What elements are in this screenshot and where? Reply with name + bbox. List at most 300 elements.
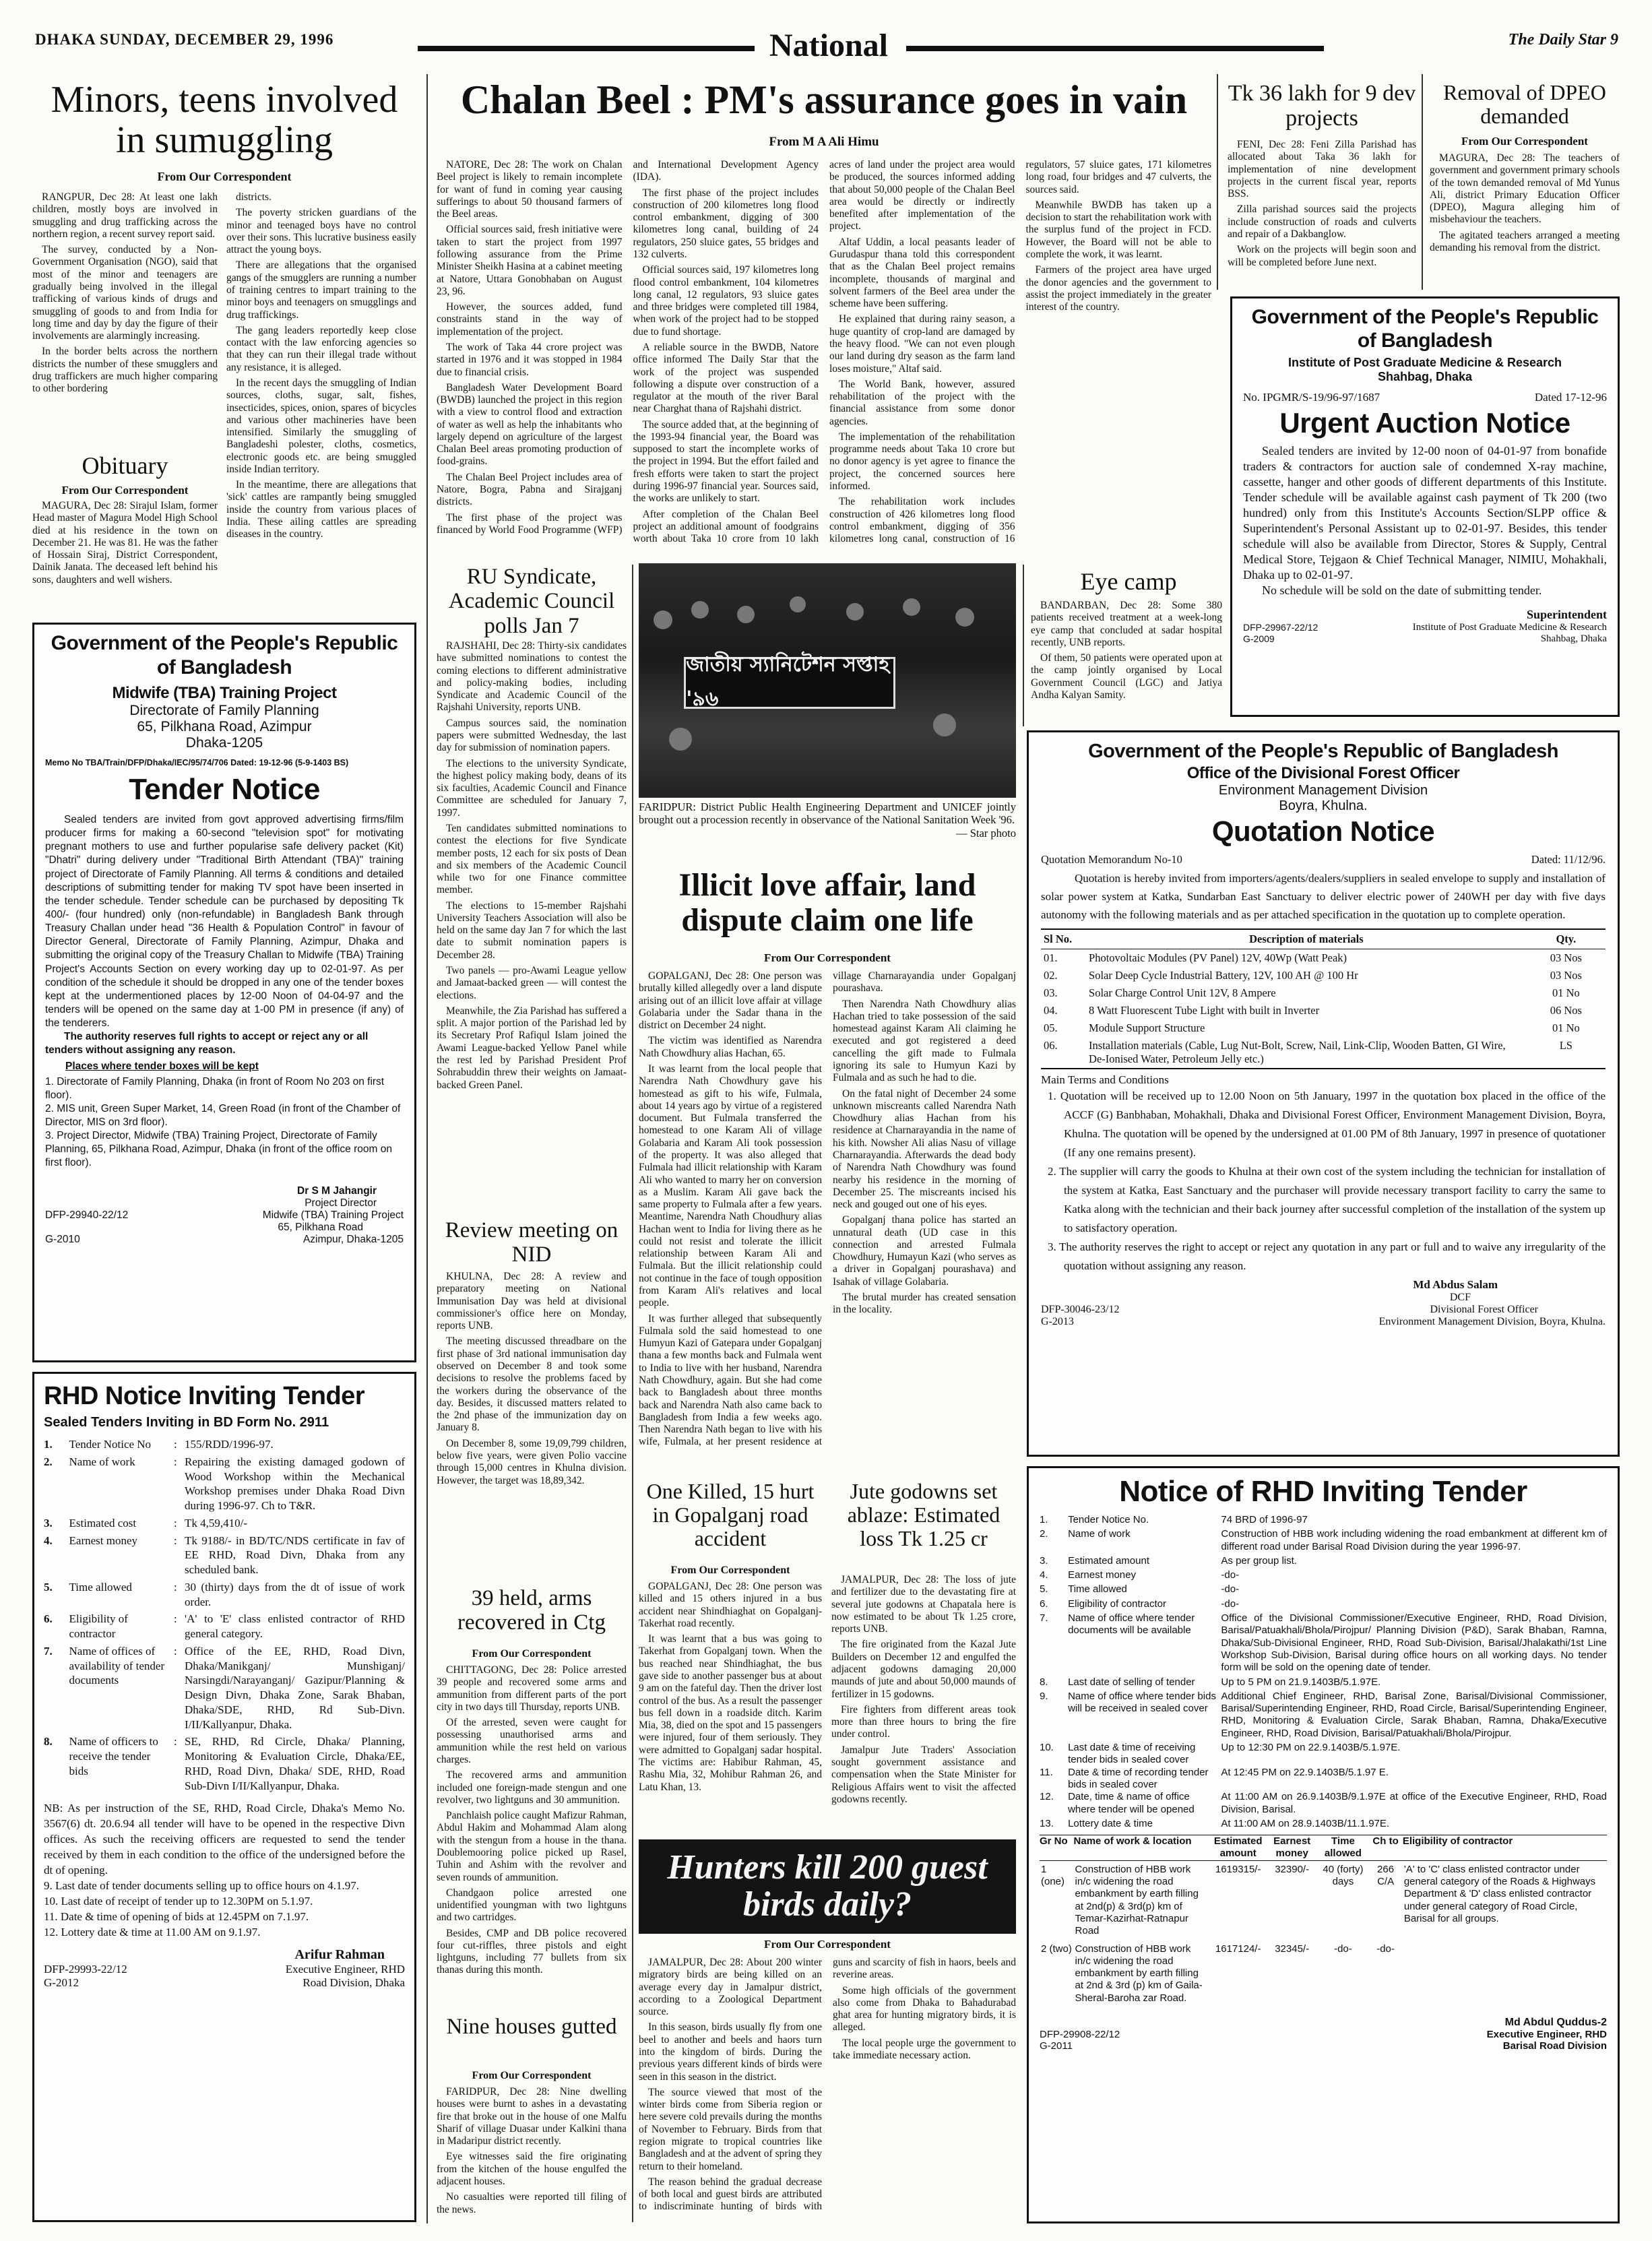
row-key: Tender Notice No.: [1068, 1514, 1149, 1525]
paragraph: The gang leaders reportedly keep close contact with the law enforcing agencies so that they can run their illegal trade without any resistance, it is alleged.: [226, 324, 416, 373]
row-value: At 11:00 AM on 28.9.1403B/11.1.97E.: [1221, 1817, 1390, 1829]
nine-houses-body: [437, 2086, 627, 2224]
table-row: [1040, 1555, 1607, 1569]
auction-dated: Dated 17-12-96: [1534, 390, 1607, 404]
procession-banner: জাতীয় স্যানিটেশন সপ্তাহ '৯৬: [684, 657, 895, 709]
table-row: [1040, 1583, 1607, 1598]
section-title: National: [769, 28, 888, 63]
row-number: 6.: [1040, 1598, 1048, 1610]
auction-inst: Institute of Post Graduate Medicine & Research: [1288, 355, 1562, 369]
notice-gov: Government of the People's Republic of Bangladesh: [51, 632, 398, 678]
row-value: 30 (thirty) days from the dt of issue of work order.: [185, 1580, 405, 1608]
item-sl: 02.: [1044, 968, 1058, 982]
paragraph: The survey, conducted by a Non-Government Organisation (NGO), said that most of the minor and teenagers are gradually being involved in the illegal trafficking of various kinds of drugs and smuggling of goods to and from India for long time and day by day the figure of their involvements are alarmingly increasing.: [32, 244, 218, 342]
jute-body: [831, 1574, 1016, 1834]
row-key: Eligibility of contractor: [69, 1612, 128, 1640]
rhd2-signer-role: Executive Engineer, RHD: [1486, 2028, 1607, 2040]
quotation-terms-title: Main Terms and Conditions: [1041, 1073, 1169, 1086]
paragraph: CHITTAGONG, Dec 28: Police arrested 39 people and recovered some arms and ammunition from different parts of the port city in two days till Thursday, reports UNB.: [437, 1664, 627, 1713]
paragraph: Eye witnesses said the fire originating from the kitchen of the house engulfed the adjacent houses.: [437, 2151, 627, 2187]
table-row: [1041, 967, 1606, 984]
row-value: 'A' to 'E' class enlisted contractor of RHD general category.: [185, 1612, 405, 1640]
notice-places-title: Places where tender boxes will be kept: [65, 1060, 259, 1072]
notice-directorate: Directorate of Family Planning: [129, 703, 319, 718]
minors-col2: [226, 191, 416, 620]
row-value: Up to 12:30 PM on 22.9.1403B/5.1.97E.: [1221, 1742, 1401, 1754]
illicit-headline: Illicit love affair, land dispute claim one life: [678, 868, 976, 938]
photo-caption: [639, 800, 1016, 865]
eye-camp-body: [1031, 600, 1222, 726]
notice-rights: The authority reserves full rights to accept or reject any or all tenders without assigning any reason.: [45, 1031, 369, 1056]
dpeo-body: [1430, 152, 1620, 290]
rhd-date-10: 10. Last date of receipt of tender up to 12.30PM on 5.1.97.: [44, 1894, 313, 1907]
arms-byline: From Our Correspondent: [472, 1648, 592, 1660]
group-earnest: 32345/-: [1275, 1943, 1310, 1955]
paragraph: Work on the projects will begin soon and will be completed before June next.: [1228, 244, 1416, 268]
paragraph: Two panels — pro-Awami League yellow and Jamaat-backed green — will contest the elections.: [437, 965, 627, 1001]
paragraph: The Chalan Beel Project includes area of Natore, Bogra, Pabna and Sirajganj districts.: [437, 471, 623, 508]
notice-place-2: 2. MIS unit, Green Super Market, 14, Green Road (in front of the Chamber of Director, MIS on 3rd floor).: [45, 1102, 401, 1128]
paragraph: The elections to 15-member Rajshahi University Teachers Association will also be held on the same day Jan 7 for which the last date to submit nomination papers is December 28.: [437, 899, 627, 961]
row-number: 6.: [44, 1612, 53, 1626]
paragraph: It was further alleged that subsequently Fulmala sold the said homestead to one Humyun Kazi of Gatepara under Gopalganj thana a few months back and Fulmala went to India to live with her husband, Narendra Nath Chowdhury, again. But she had come back to Bangladesh about three months back and Narendra Nath also came back to Bangladesh from India a few weeks ago. Then Narendra Nath began to live with his wife, Fulmala, at her present residence at village Charnarayandia under Gopalganj pourashava.: [639, 970, 1016, 1448]
table-row: [1040, 1767, 1607, 1792]
paragraph: Panchlaish police caught Mafizur Rahman, Abdul Hakim and Mohammad Alam along with the stengun from a house in the thana. Doublemooring police picked up Rasel, Tuhin and Ashim with the revolver and seven rounds of ammunition.: [437, 1810, 627, 1883]
row-colon: :: [173, 1580, 177, 1593]
notice-title: Tender Notice: [129, 773, 320, 806]
row-number: 9.: [1040, 1690, 1048, 1702]
quotation-notice: [1027, 730, 1620, 1457]
paragraph: RAJSHAHI, Dec 28: Thirty-six candidates have submitted nominations to contest the coming elections to different administrative and policy-making bodies, including Syndicate and Academic Council of the Rajshahi University, reports UNB.: [437, 640, 627, 714]
quotation-place: Boyra, Khulna.: [1279, 798, 1368, 813]
paragraph: Jamalpur Jute Traders' Association sought government assistance and compensation when the State Minister for Religious Affairs went to visit the affected godowns recently.: [831, 1744, 1016, 1805]
paragraph: Meanwhile BWDB has taken up a decision to start the rehabilitation work with the surplus fund of the project in FCD. However, the Board will not be able to complete the work, it was learnt.: [1025, 199, 1211, 260]
tk36-headline: Tk 36 lakh for 9 dev projects: [1228, 81, 1416, 131]
row-key: Name of office where tender documents will be available: [1068, 1612, 1195, 1637]
one-killed-byline: From Our Correspondent: [670, 1565, 790, 1576]
table-row: [1041, 984, 1606, 1002]
quotation-term-2: 2. The supplier will carry the goods to Khulna at their own cost of the system including the technician for installation of the system at Katka, East Sanctuary and the purchaser will provide necessary transport facility to carry the same to Katka along with the technician and their back journey after successful completion of the installation of the system up to satisfactory operation.: [1048, 1164, 1606, 1234]
row-colon: :: [173, 1735, 177, 1748]
row-number: 8.: [1040, 1676, 1048, 1688]
quotation-code-1: DFP-30046-23/12: [1041, 1304, 1120, 1316]
paragraph: Official sources said, fresh initiative were taken to start the project from 1997 following assurance from the Prime Minister Sheikh Hasina at a cabinet meeting at Natore, Uttara Gonobhaban on August 23, 96.: [437, 224, 623, 297]
auction-place: Shahbag, Dhaka: [1377, 369, 1473, 383]
row-number: 5.: [44, 1580, 53, 1593]
row-number: 13.: [1040, 1817, 1054, 1829]
paragraph: FENI, Dec 28: Feni Zilla Parishad has allocated about Taka 36 lakh for implementation of nine development projects in the current fiscal year, reports BSS.: [1228, 139, 1416, 200]
paragraph: The brutal murder has created sensation in the locality.: [833, 1292, 1016, 1316]
group-ch: 266 C/A: [1377, 1863, 1395, 1888]
col-header-sl: Sl No.: [1044, 932, 1073, 945]
quotation-memo: Quotation Memorandum No-10: [1041, 853, 1182, 866]
row-key: Tender Notice No: [69, 1438, 152, 1451]
paragraph: No casualties were reported till filing of the news.: [437, 2191, 627, 2215]
table-row: [1041, 1019, 1606, 1037]
auction-gov: Government of the People's Republic of Bangladesh: [1251, 306, 1599, 352]
row-value: At 11:00 AM on 26.9.1403B/9.1.97E at office of the Executive Engineer, RHD, Road Division, Barisal.: [1221, 1791, 1607, 1815]
row-value: Tk 4,59,410/-: [185, 1516, 248, 1529]
row-key: Name of offices of availability of tender documents: [69, 1644, 165, 1687]
caption-text: FARIDPUR: District Public Health Engineering Department and UNICEF jointly brought out a procession recently in observance of the National Sanitation Week '96.: [639, 800, 1016, 827]
paragraph: MAGURA, Dec 28: The teachers of government and government primary schools of the town demanded removal of Md Yunus Ali, district Primary Education Officer (DPEO), Magura alleging him of misbehaviour the teachers.: [1430, 152, 1620, 226]
auction-signer-org: Institute of Post Graduate Medicine & Research: [1412, 622, 1607, 633]
quotation-title: Quotation Notice: [1211, 815, 1435, 847]
paragraph: It was learnt from the local people that Narendra Nath Chowdhury gave his homestead as gift to his wife, Fulmala, about 14 years ago by virtue of a registered document. But Fulmala transferred the homestead to one Karam Ali of village Golabaria and Karam Ali took possession of the property. It was also alleged that Fulmala had illicit relationship with Karam Ali who wanted to marry her on conversion as a Muslim. Karam Ali gave back the same property to Fulmala after a few years. Meantime, Narendra Nath Choudhury alias Hachan went to India for living there as he could not resist and tolerate the illicit relationship between Karam Ali and Fulmala. But the illicit relationship could not continue in the face of tough opposition from Karam Ali's relatives and local people.: [639, 1063, 822, 1309]
row-key: Name of office where tender bids will be received in sealed cover: [1068, 1690, 1216, 1715]
group-ch: -do-: [1376, 1943, 1395, 1955]
group-elig: [1403, 1940, 1607, 2007]
notice-project: Midwife (TBA) Training Project: [112, 684, 337, 702]
obituary-body: [32, 500, 218, 620]
hunters-headline: Hunters kill 200 guest birds daily?: [639, 1839, 1016, 1934]
table-row: [1040, 1514, 1607, 1528]
one-killed-body: [639, 1581, 822, 1834]
row-number: 10.: [1040, 1742, 1054, 1754]
quotation-intro: Quotation is hereby invited from importers/agents/dealers/suppliers in sealed envelope to supply and installation of solar power system at Katka, Sundarban East Sanctuary to deliver electric power of 240WH per day with five days autonomy with the following materials and as per attached specification in the quotation up to complete operation.: [1041, 872, 1606, 922]
row-colon: :: [173, 1516, 177, 1529]
paragraph: In the meantime, there are allegations that 'sick' cattles are rampantly being smuggled inside the country from various places of India. These ailing cattles are spreading diseases in the country.: [226, 479, 416, 540]
obituary-byline: From Our Correspondent: [61, 484, 189, 497]
table-row: [44, 1534, 405, 1580]
row-number: 4.: [1040, 1569, 1048, 1581]
row-key: Last date of selling of tender: [1068, 1676, 1195, 1688]
paragraph: The poverty stricken guardians of the minor and teenaged boys have no control over their sons. This lucrative business easily attract the young boys.: [226, 207, 416, 256]
rhd-code-2: G-2012: [44, 1976, 79, 1989]
quotation-term-1: 1. Quotation will be received up to 12.00 Noon on 5th January, 1997 in the quotation box placed in the office of the ACCF (G) Banbhaban, Mohakhali, Dhaka and Divisional Forest Officer, Environment Management Division, Boyra, Khulna. The quotation will be opened by the undersigned at 01.00 PM of 8th January, 1997 in presence of quotationer (If any one remains present).: [1048, 1089, 1606, 1159]
paragraph: A reliable source in the BWDB, Natore office informed The Daily Star that the work of the project was suspended following a dispute over construction of a regulator at the mouth of the river Baral near Charghat thana of Rajshahi district.: [633, 341, 819, 415]
paragraph: BANDARBAN, Dec 28: Some 380 patients received treatment at a week-long eye camp that concluded at sadar hospital recently, UNB reports.: [1031, 600, 1222, 648]
table-row: [1040, 1860, 1607, 1940]
group-header-ch: Ch to: [1372, 1835, 1399, 1848]
row-number: 8.: [44, 1735, 53, 1748]
group-gr: 1 (one): [1041, 1863, 1065, 1888]
review-headline: Review meeting on NID: [445, 1218, 618, 1267]
row-number: 7.: [1040, 1612, 1048, 1624]
paragraph: The source added that, at the beginning of the 1993-94 financial year, the Board was supposed to start the incomplete works of the project in 1994. But the effort failed and fresh efforts were taken to start the project during 1996-97 financial year. Sources said, the works are unlikely to start.: [633, 418, 819, 505]
quotation-division: Environment Management Division: [1218, 783, 1428, 798]
item-desc: Photovoltaic Modules (PV Panel) 12V, 40Wp (Watt Peak): [1089, 951, 1347, 964]
row-colon: :: [173, 1534, 177, 1547]
notice-body: Sealed tenders are invited from govt approved advertising firms/film producer firms for making a 60-second "television spot" for motivating pregnant mothers to use and further popularise safe delivery packet (Kit) "Dhatri" during delivery under "Traditional Birth Attendant (TBA)" training project of Directorate of Family Planning. All terms & conditions and detailed descriptions of submitting tender for making TV spot have been inserted in the tender schedule. Tender schedule can be purchased by depositing Tk 400/- (four hundred) only (non-refundable) in Bangladesh Bank through Treasury Challan under head "36 Health & Population Control" in favour of Director General, Directorate of Family Planning, Azimpur, Dhaka and submitting the original copy of the Treasury Challan to Midwife (TBA) Training Project's Accounts Section on every working day up to 02-01-97. As per condition of the schedule it should be dropped in any one of the tender boxes kept at the undermentioned places by 12-00 Noon of 04-04-97 and the tenders will be opened on the same day at 1-00 PM in presence (if any) of the tenderers.: [45, 814, 404, 1030]
rhd-date-11: 11. Date & time of opening of bids at 12.45PM on 7.1.97.: [44, 1909, 309, 1923]
row-number: 7.: [44, 1644, 53, 1658]
row-key: Last date & time of receiving tender bids in sealed cover: [1068, 1742, 1196, 1766]
row-colon: :: [173, 1644, 177, 1658]
row-number: 5.: [1040, 1583, 1048, 1596]
table-row: [1040, 1612, 1607, 1676]
paragraph: The victim was identified as Narendra Nath Chowdhury alias Hachan, 65.: [639, 1035, 822, 1059]
paragraph: GOPALGANJ, Dec 28: One person was brutally killed allegedly over a land dispute arising out of an illicit love affair at village Golabaria under the Sadar thana in the district on December 24 night.: [639, 970, 822, 1032]
arms-body: [437, 1664, 627, 2008]
table-row: [44, 1734, 405, 1796]
hunters-body: [639, 1957, 1016, 2225]
group-work: Construction of HBB work in/c widening the road embankment by earth filling at 2nd & 3rd (p) km of Gaila-Sheral-Baroha zar Road.: [1075, 1943, 1203, 2004]
notice-place-1: 1. Directorate of Family Planning, Dhaka (in front of Room No 203 on first floor).: [45, 1075, 385, 1101]
quotation-code-2: G-2013: [1041, 1316, 1074, 1328]
paragraph: After completion of the Chalan Beel project an additional amount of foodgrains worth about Taka 10 crore from 10 lakh acres of land under the project area would be produced, the sources informed adding that about 50,000 people of the Chalan Beel area would be directly or indirectly benefited after implementation of the project.: [633, 159, 1015, 545]
table-row: [44, 1580, 405, 1612]
row-number: 2.: [44, 1455, 53, 1468]
paragraph: Besides, CMP and DB police recovered four cut-riffles, three pistols and eight lightguns, including 77 bullets from six thanas during this month.: [437, 1927, 627, 1976]
rhd2-title: Notice of RHD Inviting Tender: [1119, 1475, 1527, 1508]
paragraph: Fire fighters from different areas took more than three hours to bring the fire under control.: [831, 1703, 1016, 1740]
item-sl: 01.: [1044, 951, 1058, 964]
ru-headline: RU Syndicate, Academic Council polls Jan 7: [448, 565, 615, 638]
minors-byline: From Our Correspondent: [157, 170, 292, 183]
item-desc: Solar Charge Control Unit 12V, 8 Ampere: [1089, 986, 1276, 999]
paragraph: Of them, 50 patients were operated upon at the camp jointly organised by Local Government Council (LGC) and Jatiya Andha Kalyan Samity.: [1031, 652, 1222, 701]
row-key: Date, time & name of office where tender will be opened: [1068, 1791, 1195, 1815]
group-est: 1619315/-: [1215, 1863, 1261, 1875]
col-header-desc: Description of materials: [1249, 932, 1364, 945]
row-number: 3.: [44, 1516, 53, 1529]
auction-signer-place: Shahbag, Dhaka: [1540, 633, 1607, 645]
paragraph: Farmers of the project area have urged the donor agencies and the government to assist the project immediately in the greater interest of the country.: [1025, 264, 1211, 313]
notice-signer-org: Midwife (TBA) Training Project: [262, 1209, 404, 1221]
paragraph: In this season, birds usually fly from one beel to another and beels and haors turn into the kingdom of birds. During the previous years different kinds of birds were seen in this season in the district.: [639, 2021, 822, 2083]
table-row: [1040, 1691, 1607, 1742]
table-row: [1040, 1940, 1607, 2007]
illicit-body: [639, 970, 1016, 1473]
paragraph: Then Narendra Nath Chowdhury alias Hachan tried to take possession of the said homestead against Karam Ali claiming he executed and got registered a deed cancelling the gift made to Fulmala ignoring its sale to Humyun Kazi by Fulmala and as such he had to die.: [833, 998, 1016, 1084]
chalan-byline: From M A Ali Himu: [769, 135, 879, 149]
paper-page-label: The Daily Star 9: [1508, 31, 1618, 49]
paragraph: Official sources said, 197 kilometres long flood control embankment, 104 kilometres long canal, 12 regulators, 93 sluice gates and three bridges were completed till 1984, when work of the project had to be stopped due to fund shortage.: [633, 264, 819, 338]
item-desc: Module Support Structure: [1089, 1021, 1205, 1034]
paragraph: It was learnt that a bus was going to Takerhat from Gopalganj town. When the bus reached near Shindhiaghat, the bus gave side to another passenger bus at about 9 am on the fateful day. Then the driver lost control of the bus. As a result the passenger bus fell down in a roadside ditch. Karim Mia, 38, died on the spot and 15 passengers were injured, four of them seriously. They were admitted to Gopalganj sadar hospital. The victims are: Habibur Rahman, 45, Rashu Mia, 32, Mohibur Rahman 26, and Latu Khan, 13.: [639, 1633, 822, 1793]
row-value: Additional Chief Engineer, RHD, Barisal Zone, Barisal/Divisional Commissioner, Barisal/Superintending Engineer, RHD, Road Circle, Barisal/Superintending Engineer, RHD, Monitoring & Evaluation Circle, Sarak Bhaban, Ramna, Dhaka/Executive Engineer, RHD, Road Division, Barisal/Patuakhali/Bhola/Pirojpur.: [1221, 1690, 1607, 1739]
auction-title: Urgent Auction Notice: [1279, 406, 1570, 439]
rhd2-signer-org: Barisal Road Division: [1502, 2040, 1607, 2052]
procession-photo: [639, 563, 1016, 798]
ru-body: [437, 640, 627, 1314]
quotation-dated: Dated: 11/12/96.: [1531, 853, 1606, 866]
notice-memo: Memo No TBA/Train/DFP/Dhaka/IEC/95/74/706 Dated: 19-12-96 (5-9-1403 BS): [45, 758, 349, 767]
row-number: 1.: [44, 1438, 53, 1451]
obituary-headline: Obituary: [82, 453, 168, 479]
row-key: Earnest money: [69, 1534, 138, 1547]
paragraph: RANGPUR, Dec 28: At least one lakh children, mostly boys are involved in smuggling and drug trafficking across the northern region, a recent survey report said.: [32, 191, 218, 240]
nine-houses-byline: From Our Correspondent: [472, 2070, 592, 2081]
group-est: 1617124/-: [1215, 1943, 1261, 1955]
row-value: 155/RDD/1996-97.: [185, 1438, 274, 1451]
group-gr: 2 (two): [1041, 1943, 1072, 1955]
paragraph: Some high officials of the government also come from Dhaka to Bahadurabad ghat area for hunting migratory birds, it is alleged.: [833, 1984, 1016, 2033]
item-sl: 04.: [1044, 1003, 1058, 1017]
row-value: SE, RHD, Rd Circle, Dhaka/ Planning, Monitoring & Evaluation Circle, Dhaka/EE, RHD, Road Divn, Dhaka/ SDE, RHD, Road Sub-Divn I/II/Kallyanpur, Dhaka.: [185, 1735, 405, 1792]
review-body: [437, 1271, 627, 1587]
notice-signer-addr2: Azimpur, Dhaka-1205: [303, 1233, 404, 1245]
table-row: [44, 1437, 405, 1455]
item-qty: LS: [1559, 1038, 1572, 1052]
paragraph: The elections to the university Syndicate, the highest policy making body, deans of its six faculties, Academic Council and Finance Committee are scheduled for January 7, 1997.: [437, 757, 627, 819]
table-row: [1040, 1598, 1607, 1612]
item-sl: 06.: [1044, 1038, 1058, 1052]
item-sl: 05.: [1044, 1021, 1058, 1034]
row-value: -do-: [1221, 1583, 1240, 1596]
row-colon: :: [173, 1455, 177, 1468]
row-value: As per group list.: [1221, 1554, 1297, 1567]
item-desc: Installation materials (Cable, Lug Nut-Bolt, Screw, Nail, Link-Clip, Wooden Batten, GI Wire, De-Ionised Water, Petroleum Jelly etc.): [1089, 1038, 1506, 1065]
row-key: Earnest money: [1068, 1569, 1136, 1581]
rhd-table: [44, 1437, 405, 1796]
item-qty: 03 Nos: [1550, 951, 1582, 964]
rhd2-code-2: G-2011: [1040, 2040, 1073, 2052]
quotation-signer-org: Divisional Forest Officer: [1430, 1304, 1538, 1316]
paragraph: Altaf Uddin, a local peasants leader of Gurudaspur thana told this correspondent that as the Chalan Beel project remains incomplete, thousands of marginal and solvent farmers of the Beel area under the scheme have been suffering.: [829, 236, 1015, 310]
row-number: 11.: [1040, 1766, 1053, 1778]
jute-headline: Jute godowns set ablaze: Estimated loss Tk 1.25 cr: [847, 1480, 1000, 1551]
group-time: 40 (forty) days: [1323, 1863, 1364, 1888]
group-work: Construction of HBB work in/c widening the road embankment by earth filling at 2nd(p) & 3rd(p) km of Temar-Kazirhat-Ratnapur Road: [1075, 1863, 1199, 1937]
paragraph: Gopalganj thana police has started an unnatural death (UD case in this connection and arrested Fulmala Chowdhury, Humayun Kazi (who serves as a driver in Gopalganj pourashava) and Isahak of village Golabaria.: [833, 1214, 1016, 1288]
paragraph: JAMALPUR, Dec 28: About 200 winter migratory birds are being killed on an average every day in Jamalpur district, according to a Zoological Department source.: [639, 1957, 822, 2018]
table-row: [1040, 1742, 1607, 1767]
dpeo-byline: From Our Correspondent: [1461, 135, 1588, 148]
quotation-office: Office of the Divisional Forest Officer: [1186, 764, 1460, 782]
row-value: Office of the Divisional Commissioner/Executive Engineer, RHD, Road Division, Barisal/Patuakhali/Bhola/Pirojpur/ Planning Division (P&D), Sarak Bhaban, Ramna, Dhaka/Sub-Divisional Engineer, RHD, Road Sub-Division, Barisal/Jhalakathi/1st Line Workshop Sub-Division, Barisal during office hours on all working days. No tender form will be sold on the opening date of tender.: [1221, 1612, 1607, 1674]
paragraph: Campus sources said, the nomination papers were submitted Wednesday, the last day for submission of nomination papers.: [437, 717, 627, 754]
row-key: Estimated cost: [69, 1516, 137, 1529]
item-qty: 06 Nos: [1550, 1003, 1582, 1017]
table-row: [44, 1455, 405, 1516]
paragraph: MAGURA, Dec 28: Sirajul Islam, former Head master of Magura Model High School died at his residence in the town on December 21. He was 81. He was the father of Hossain Siraj, District Correspondent, Dainik Janata. The deceased left behind his sons, daughters and well wishers.: [32, 500, 218, 586]
group-header-est: Estimated amount: [1213, 1835, 1263, 1860]
paragraph: Meanwhile, the Zia Parishad has suffered a split. A major portion of the Parishad led by its Secretary Prof Rafiqul Islam joined the Awami League-backed Yellow Panel while the rest led by Parishad President Prof Sohrabuddin threw their weights on Jamaat-backed Green Panel.: [437, 1005, 627, 1091]
illicit-byline: From Our Correspondent: [764, 951, 891, 964]
minors-col1: [32, 191, 218, 447]
notice-address: 65, Pilkhana Road, Azimpur: [137, 719, 312, 734]
quotation-signer-role: DCF: [1449, 1292, 1471, 1304]
group-header-work: Name of work & location: [1073, 1835, 1192, 1848]
group-elig: 'A' to 'C' class enlisted contractor under general category of the Roads & Highways Department & 'D' class enlisted contractor under general category of Road Circle, Barisal for all groups.: [1403, 1863, 1596, 1924]
urgent-auction-notice: [1230, 296, 1620, 717]
paragraph: The first phase of the project was financed by World Food Programme (WFP) and International Development Agency (IDA).: [437, 159, 819, 536]
notice-city: Dhaka-1205: [185, 735, 263, 751]
item-qty: 03 Nos: [1550, 968, 1582, 982]
paragraph: The source viewed that most of the winter birds come from Siberia region or here severe cold prevails during the months of November to February. Birds from that region migrate to tropical countries like Bangladesh and at the advent of spring they return to their homeland.: [639, 2086, 822, 2172]
arms-headline: 39 held, arms recovered in Ctg: [457, 1586, 606, 1635]
auction-code-1: DFP-29967-22/12: [1243, 622, 1319, 633]
row-key: Date & time of recording tender bids in sealed cover: [1068, 1766, 1209, 1790]
masthead-dateline: DHAKA SUNDAY, DECEMBER 29, 1996: [35, 31, 334, 48]
dpeo-headline: Removal of DPEO demanded: [1443, 81, 1606, 129]
auction-no: No. IPGMR/S-19/96-97/1687: [1243, 390, 1380, 404]
eye-camp-headline: Eye camp: [1080, 569, 1177, 595]
table-row: [1040, 1818, 1607, 1832]
notice-signer-role: Project Director: [305, 1197, 377, 1209]
rhd-tender-notice-right: [1027, 1466, 1620, 2223]
rhd2-signer: Md Abdul Quddus-2: [1504, 2016, 1607, 2028]
notice-code-2: G-2010: [45, 1233, 80, 1245]
paragraph: There are allegations that the organised gangs of the smugglers are running a number of training centres to impart training to the minor boys and teenagers on smugglings and drug traffickings.: [226, 259, 416, 321]
paragraph: However, the sources added, fund constraints stand in the way of implementation of the project.: [437, 301, 623, 338]
row-key: Eligibility of contractor: [1068, 1598, 1166, 1610]
paragraph: The first phase of the project includes construction of 200 kilometres long flood control embankment, digging of 300 kilometres long canal, building of 24 regulators, 250 sluice gates, 55 bridges and 132 culverts.: [633, 187, 819, 260]
quotation-term-3: 3. The authority reserves the right to accept or reject any quotation in any part or full and to waive any irregularity of the quotation without assigning any reason.: [1048, 1240, 1606, 1272]
table-row: [1041, 949, 1606, 967]
row-value: Repairing the existing damaged godown of Wood Workshop within the Mechanical Workshop premises under Dhaka Road Divn during 1996-97. Ch to T&R.: [185, 1455, 405, 1512]
paragraph: He explained that during rainy season, a huge quantity of crop-land are damaged by the heavy flood. "We can not even plough our land during dry season as the farm land loses moisture," Altaf said.: [829, 313, 1015, 375]
rhd-signer-role: Executive Engineer, RHD: [285, 1962, 405, 1976]
row-value: -do-: [1221, 1569, 1240, 1581]
row-number: 12.: [1040, 1791, 1054, 1803]
paragraph: On the fatal night of December 24 some unknown miscreants called Narendra Nath Chowdhury alias Hachan from his residence at Charnarayandia in the name of his kith. Nowsher Ali alias Nasu of village Charnarayandia. Afterwards the dead body of Narendra Nath Chowdhury was found nearby his residence in the morning of December 25. The miscreants incised his neck and gouged out one of his eyes.: [833, 1087, 1016, 1211]
nine-houses-headline: Nine houses gutted: [446, 2015, 617, 2039]
paragraph: The reason behind the gradual decrease of both local and guest birds are attributed to indiscriminate hunting of birds with guns and scarcity of fish in haors, beels and reverine areas.: [639, 1957, 1016, 2213]
paragraph: The World Bank, however, assured rehabilitation of the project with the financial assistance from some donor agencies.: [829, 378, 1015, 427]
paragraph: The rehabilitation work includes construction of 426 kilometres long flood control embankment, digging of 356 kilometres long canal, construction of 16 regulators, 57 sluice gates, 171 kilometres long road, four bridges and 47 culverts, the sources said.: [829, 159, 1211, 545]
photo-credit: — Star photo: [956, 826, 1016, 840]
row-key: Time allowed: [69, 1580, 132, 1593]
auction-signer-role: Superintendent: [1526, 608, 1607, 622]
group-earnest: 32390/-: [1275, 1863, 1310, 1875]
item-sl: 03.: [1044, 986, 1058, 999]
notice-signer: Dr S M Jahangir: [297, 1185, 377, 1197]
paragraph: Ten candidates submitted nominations to contest the elections for five Syndicate member posts, 12 each for six posts of Dean and six members of the Academic Council while two for one Finance committee member.: [437, 822, 627, 896]
tk36-body: [1228, 139, 1416, 290]
rhd2-code-1: DFP-29908-22/12: [1040, 2028, 1120, 2040]
rhd2-table: [1040, 1514, 1607, 1832]
rhd-nb: NB: As per instruction of the SE, RHD, Road Circle, Dhaka's Memo No. 3567(6) dt. 20.6.94 all tender will have to be opened in the respective Divn offices. As such the receiving officers are requested to send the tender received by them in each condition to the office of the undersigned before the dt of opening.: [44, 1802, 405, 1876]
row-key: Estimated amount: [1068, 1554, 1149, 1567]
item-desc: Solar Deep Cycle Industrial Battery, 12V, 100 AH @ 100 Hr: [1089, 968, 1358, 982]
table-row: [44, 1516, 405, 1534]
notice-place-3: 3. Project Director, Midwife (TBA) Training Project, Directorate of Family Planning, 65, Pilkhana Road, Azimpur, Dhaka (in front of the office room on first floor).: [45, 1130, 392, 1169]
minors-headline: Minors, teens involved in sumuggling: [51, 80, 398, 162]
group-header-gr: Gr No: [1040, 1835, 1068, 1848]
item-desc: 8 Watt Fluorescent Tube Light with built in Inverter: [1089, 1003, 1320, 1017]
rhd-signer-org: Road Division, Dhaka: [303, 1976, 405, 1989]
table-row: [44, 1612, 405, 1644]
quotation-signer-div: Environment Management Division, Boyra, Khulna.: [1378, 1316, 1606, 1328]
paragraph: The work of Taka 44 crore project was started in 1976 and it was stopped in 1984 due to financial crisis.: [437, 341, 623, 378]
paragraph: Zilla parishad sources said the projects include construction of roads and culverts and repair of a Dakbanglow.: [1228, 203, 1416, 240]
paragraph: FARIDPUR, Dec 28: Nine dwelling houses were burnt to ashes in a devastating fire that broke out in the house of one Malfu Sharif of village Duasar under Kalkini thana in Madaripur district recently.: [437, 2086, 627, 2147]
midwife-tender-notice: [32, 623, 416, 1362]
rhd-date-12: 12. Lottery date & time at 11.00 AM on 9.1.97.: [44, 1925, 261, 1938]
row-value: 74 BRD of 1996-97: [1221, 1514, 1308, 1525]
item-qty: 01 No: [1552, 986, 1580, 999]
auction-note: No schedule will be sold on the date of submitting tender.: [1262, 583, 1542, 598]
row-key: Name of work: [69, 1455, 135, 1468]
paragraph: On December 8, some 19,09,799 children, below five years, were given Polio vaccine through 15,000 centres in Khulna division. However, the target was 18,89,342.: [437, 1437, 627, 1486]
row-key: Lottery date & time: [1068, 1817, 1153, 1829]
row-key: Time allowed: [1068, 1583, 1127, 1596]
auction-body: Sealed tenders are invited by 12-00 noon of 04-01-97 from bonafide traders & contractors for auction sale of condemned X-ray machine, cassette, hanger and other goods of different departments of this Institute. Tender schedule will be available against cash payment of Tk 200 (two hundred) only from this Institute's Accounts Section/SLPP office & Superintendent's Personal Assistant up to 02-01-97. Besides, this tender schedule will also be available from Director, Stores & Supply, Central Medical Store, Tejgaon & Chief Technical Manager, NIMIU, Mohakhali, Dhaka up to 02-01-97.: [1243, 443, 1607, 582]
paragraph: The meeting discussed threadbare on the first phase of 3rd national immunisation day observed on December 8 and took some decisions to resolve the problems faced by the workers during the observance of the day. Besides, it discussed matters related to the 2nd phase of the immunization day on January 8.: [437, 1335, 627, 1434]
rhd-tender-notice-left: [32, 1372, 416, 2222]
group-header-earnest: Earnest money: [1273, 1835, 1311, 1860]
rhd2-group-table: [1040, 1835, 1607, 2007]
row-number: 3.: [1040, 1554, 1048, 1567]
item-qty: 01 No: [1552, 1021, 1580, 1034]
col-header-qty: Qty.: [1556, 932, 1577, 945]
chalan-headline: Chalan Beel : PM's assurance goes in vain: [460, 78, 1188, 122]
table-row: [44, 1644, 405, 1735]
paragraph: KHULNA, Dec 28: A review and preparatory meeting on National Immunisation Day was held at divisional commissioner's office here on Monday, reports UNB.: [437, 1271, 627, 1332]
paragraph: Chandgaon police arrested one unidentified youngman with two lightguns and two cartridges.: [437, 1887, 627, 1924]
notice-code-1: DFP-29940-22/12: [45, 1209, 129, 1221]
one-killed-headline: One Killed, 15 hurt in Gopalganj road accident: [646, 1480, 815, 1551]
rhd-subtitle: Sealed Tenders Inviting in BD Form No. 2911: [44, 1415, 329, 1430]
row-number: 1.: [1040, 1514, 1048, 1525]
group-header-elig: Eligibility of contractor: [1402, 1835, 1513, 1848]
row-value: Construction of HBB work including widening the road embankment at different km of different road under Barisal Road Division during the year 1996-97.: [1221, 1528, 1607, 1552]
rhd-date-9: 9. Last date of tender documents selling up to office hours on 4.1.97.: [44, 1879, 360, 1892]
paragraph: NATORE, Dec 28: The work on Chalan Beel project is likely to remain incomplete for want of fund in coming year causing sufferings to about 50 thousand farmers of the Beel areas.: [437, 159, 623, 220]
